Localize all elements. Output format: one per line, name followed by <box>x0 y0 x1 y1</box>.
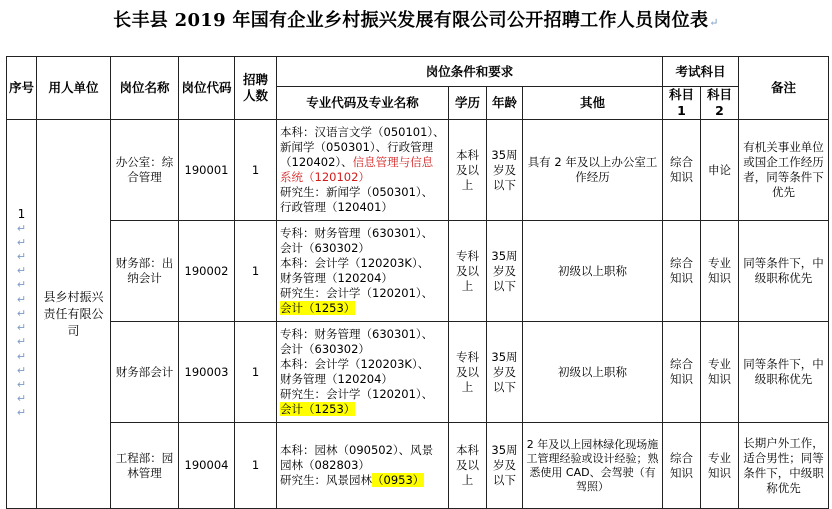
other-cell: 初级以上职称 <box>523 221 663 322</box>
header-education: 学历 <box>449 87 487 120</box>
age-cell: 35周岁及以下 <box>487 120 523 221</box>
major-line <box>280 155 446 170</box>
paragraph-mark-icon: ↵ <box>16 278 27 292</box>
major-line <box>280 226 446 241</box>
major-line-text: 会计（1253） <box>280 301 356 315</box>
major-line <box>280 443 446 458</box>
code-cell: 190003 <box>179 322 235 423</box>
recruitment-table <box>6 56 829 509</box>
paragraph-marks <box>9 222 34 421</box>
count-cell: 1 <box>235 120 277 221</box>
major-line <box>280 140 446 155</box>
major-line <box>280 327 446 342</box>
age-cell: 35周岁及以下 <box>487 221 523 322</box>
count-cell: 1 <box>235 423 277 509</box>
major-line <box>280 241 446 256</box>
subject1-cell: 综合知识 <box>663 423 701 509</box>
paragraph-mark-icon: ↵ <box>16 306 27 320</box>
major-line-text: 财务管理（120204） <box>280 372 393 386</box>
paragraph-mark-icon: ↵ <box>709 16 719 29</box>
major-line <box>280 402 446 417</box>
paragraph-mark-icon: ↵ <box>16 349 27 363</box>
major-line-text: 研究生：会计学（120201）、 <box>280 387 434 401</box>
header-requirements: 岗位条件和要求 <box>277 57 663 87</box>
major-line-text: 本科：会计学（120203K）、 <box>280 256 430 270</box>
paragraph-mark-icon: ↵ <box>16 377 27 391</box>
major-line <box>280 342 446 357</box>
count-cell: 1 <box>235 221 277 322</box>
age-cell: 35周岁及以下 <box>487 423 523 509</box>
seq-number: 1 <box>17 207 26 222</box>
header-remark: 备注 <box>739 57 829 120</box>
code-cell: 190001 <box>179 120 235 221</box>
major-line-text: 本科：会计学（120203K）、 <box>280 357 430 371</box>
paragraph-mark-icon: ↵ <box>16 250 27 264</box>
major-line-text: 行政管理（120401） <box>280 200 393 214</box>
header-subject1: 科目1 <box>663 87 701 120</box>
table-row <box>7 423 829 509</box>
header-subject2: 科目2 <box>701 87 739 120</box>
remark-cell: 同等条件下，中级职称优先 <box>739 221 829 322</box>
seq-cell <box>7 120 37 509</box>
title-text: 长丰县 2019 年国有企业乡村振兴发展有限公司公开招聘工作人员岗位表 <box>113 10 709 31</box>
major-line <box>280 473 446 488</box>
major-line-text: 研究生：新闻学（050301）、 <box>280 185 434 199</box>
table-row <box>7 322 829 423</box>
major-line-text: 本科：园林（090502）、风景 <box>280 443 434 457</box>
paragraph-mark-icon: ↵ <box>16 335 27 349</box>
major-line <box>280 387 446 402</box>
position-cell: 财务部：出纳会计 <box>111 221 179 322</box>
major-line <box>280 357 446 372</box>
position-cell: 办公室：综合管理 <box>111 120 179 221</box>
education-cell: 本科及以上 <box>449 423 487 509</box>
major-line-text: 会计（630302） <box>280 241 370 255</box>
major-cell <box>277 423 449 509</box>
subject1-cell: 综合知识 <box>663 322 701 423</box>
subject1-cell: 综合知识 <box>663 221 701 322</box>
paragraph-mark-icon: ↵ <box>16 235 27 249</box>
page-title <box>0 8 832 36</box>
major-line-text: 专科：财务管理（630301）、 <box>280 327 434 341</box>
major-line <box>280 271 446 286</box>
major-line-text: 研究生：风景园林 <box>280 473 372 487</box>
other-cell: 具有 2 年及以上办公室工作经历 <box>523 120 663 221</box>
count-cell: 1 <box>235 322 277 423</box>
subject2-cell: 申论 <box>701 120 739 221</box>
unit-cell: 县乡村振兴责任有限公司 <box>37 120 111 509</box>
paragraph-mark-icon: ↵ <box>16 363 27 377</box>
major-line-text: 新闻学（050301）、行政管理 <box>280 140 434 154</box>
paragraph-mark-icon: ↵ <box>16 292 27 306</box>
major-line <box>280 458 446 473</box>
position-cell: 工程部：园林管理 <box>111 423 179 509</box>
major-line-text: 财务管理（120204） <box>280 271 393 285</box>
header-exam: 考试科目 <box>663 57 739 87</box>
subject2-cell: 专业知识 <box>701 221 739 322</box>
remark-cell: 长期户外工作，适合男性；同等条件下，中级职称优先 <box>739 423 829 509</box>
paragraph-mark-icon: ↵ <box>16 392 27 406</box>
major-line-text: 园林（082803） <box>280 458 370 472</box>
major-line-text: （120402）、 <box>280 155 353 169</box>
paragraph-mark-icon: ↵ <box>16 321 27 335</box>
header-major: 专业代码及专业名称 <box>277 87 449 120</box>
header-other: 其他 <box>523 87 663 120</box>
code-cell: 190002 <box>179 221 235 322</box>
paragraph-mark-icon: ↵ <box>16 264 27 278</box>
header-position: 岗位名称 <box>111 57 179 120</box>
major-line <box>280 256 446 271</box>
header-count: 招聘人数 <box>235 57 277 120</box>
major-line-text: 会计（630302） <box>280 342 370 356</box>
major-cell <box>277 221 449 322</box>
major-line-text: 会计（1253） <box>280 402 356 416</box>
major-line-text: 本科：汉语言文学（050101）、 <box>280 125 445 139</box>
major-line <box>280 185 446 200</box>
code-cell: 190004 <box>179 423 235 509</box>
major-cell <box>277 120 449 221</box>
subject2-cell: 专业知识 <box>701 322 739 423</box>
major-line-text: 专科：财务管理（630301）、 <box>280 226 434 240</box>
remark-cell: 有机关事业单位或国企工作经历者，同等条件下优先 <box>739 120 829 221</box>
major-cell <box>277 322 449 423</box>
major-line <box>280 301 446 316</box>
other-cell: 初级以上职称 <box>523 322 663 423</box>
subject1-cell: 综合知识 <box>663 120 701 221</box>
other-cell: 2 年及以上园林绿化现场施工管理经验或设计经验；熟悉使用 CAD、会驾驶（有驾照） <box>523 423 663 509</box>
major-line-tail: 信息管理与信息 <box>352 155 434 169</box>
major-line-text: 系统（120102） <box>280 170 370 184</box>
major-line <box>280 286 446 301</box>
header-code: 岗位代码 <box>179 57 235 120</box>
major-line-text: 研究生：会计学（120201）、 <box>280 286 434 300</box>
education-cell: 本科及以上 <box>449 120 487 221</box>
paragraph-mark-icon: ↵ <box>16 406 27 420</box>
header-seq: 序号 <box>7 57 37 120</box>
age-cell: 35周岁及以下 <box>487 322 523 423</box>
education-cell: 专科及以上 <box>449 322 487 423</box>
header-unit: 用人单位 <box>37 57 111 120</box>
table-row <box>7 221 829 322</box>
paragraph-mark-icon: ↵ <box>16 221 27 235</box>
subject2-cell: 专业知识 <box>701 423 739 509</box>
table-row <box>7 120 829 221</box>
major-line-tail: （0953） <box>372 473 425 487</box>
major-line <box>280 372 446 387</box>
education-cell: 专科及以上 <box>449 221 487 322</box>
remark-cell: 同等条件下，中级职称优先 <box>739 322 829 423</box>
major-line <box>280 170 446 185</box>
header-row-top <box>7 57 829 87</box>
position-cell: 财务部会计 <box>111 322 179 423</box>
header-age: 年龄 <box>487 87 523 120</box>
major-line <box>280 200 446 215</box>
major-line <box>280 125 446 140</box>
